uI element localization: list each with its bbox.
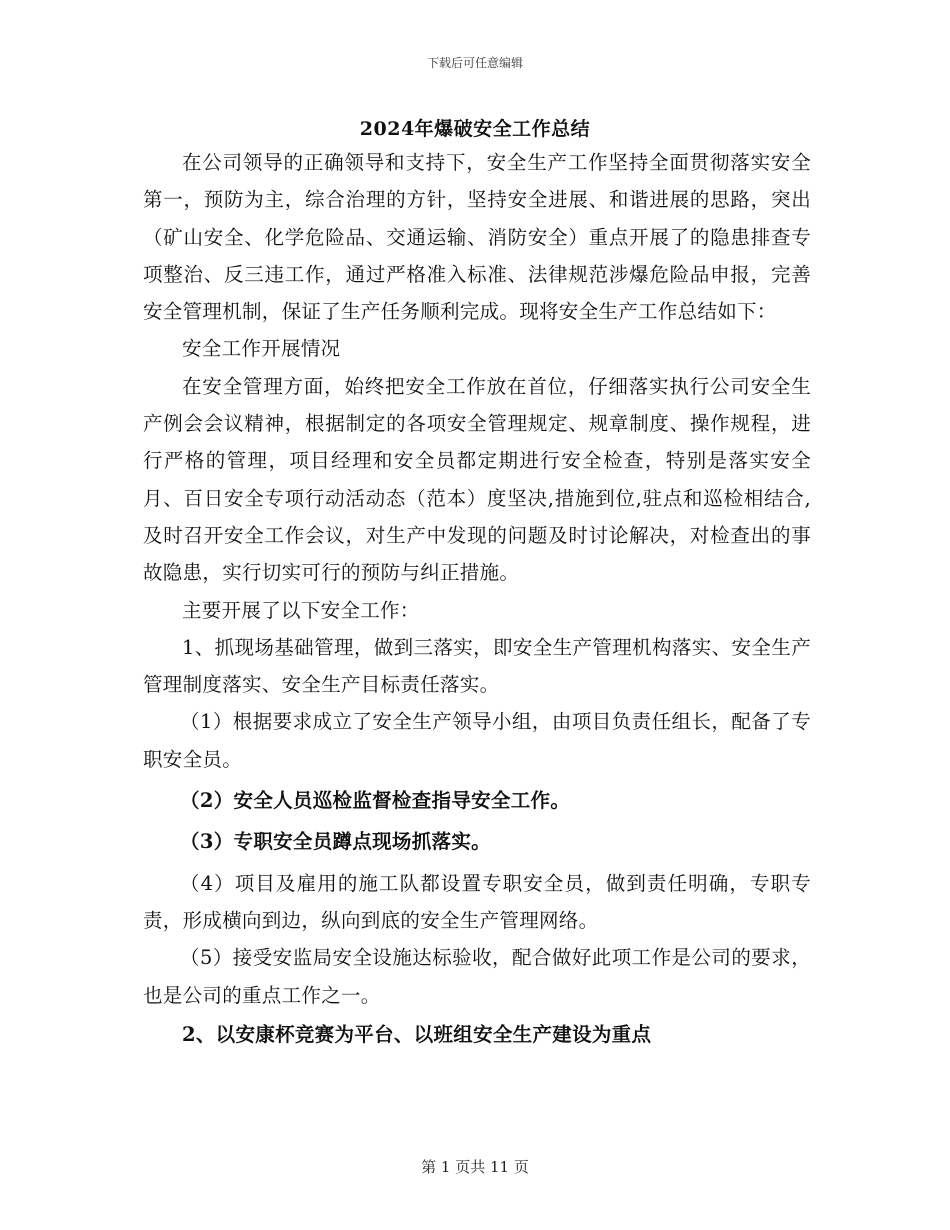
sub-item-2: （2）安全人员巡检监督检查指导安全工作。 — [180, 789, 571, 813]
section-heading-safety-work: 安全工作开展情况 — [182, 337, 341, 361]
page-header-note: 下载后可任意编辑 — [426, 56, 523, 70]
page-footer-number: 第 1 页共 11 页 — [421, 1158, 529, 1176]
sub-item-4: （4）项目及雇用的施工队都设置专职安全员，做到责任明确，专职专责，形成横向到边，纵向到底的安全生产管理网络。 — [143, 871, 811, 932]
safety-management-paragraph: 在安全管理方面，始终把安全工作放在首位，仔细落实执行公司安全生产例会会议精神，根据制定的各项安全管理规定、规章制度、操作规程，进行严格的管理，项目经理和安全员都定期进行安全检查，特别是落实安全月、百日安全专项行动活动态（范本）度坚决,措施到位,驻点和巡检相结合,及时召开安全工作会议，对生产中发现的问题及时讨论解决，对检查出的事故隐患，实行切实可行的预防与纠正措施。 — [143, 374, 811, 585]
sub-item-3: （3）专职安全员蹲点现场抓落实。 — [180, 830, 491, 854]
intro-paragraph: 在公司领导的正确领导和支持下，安全生产工作坚持全面贯彻落实安全第一，预防为主，综合治理的方针，坚持安全进展、和谐进展的思路，突出（矿山安全、化学危险品、交通运输、消防安全）重点开展了的隐患排查专项整治、反三违工作，通过严格准入标准、法律规范涉爆危险品申报，完善安全管理机制，保证了生产任务顺利完成。现将安全生产工作总结如下： — [143, 151, 811, 324]
document-body — [143, 144, 811, 1057]
sub-item-5: （5）接受安监局安全设施达标验收，配合做好此项工作是公司的要求，也是公司的重点工作之一。 — [143, 946, 811, 1007]
item-2-heading: 2、以安康杯竞赛为平台、以班组安全生产建设为重点 — [182, 1022, 652, 1046]
item-1-paragraph: 1、抓现场基础管理，做到三落实，即安全生产管理机构落实、安全生产管理制度落实、安全生产目标责任落实。 — [143, 635, 811, 697]
main-work-intro: 主要开展了以下安全工作： — [182, 598, 420, 622]
document-title: 2024年爆破安全工作总结 — [359, 118, 591, 140]
sub-item-1: （1）根据要求成立了安全生产领导小组，由项目负责任组长，配备了专职安全员。 — [143, 710, 811, 771]
